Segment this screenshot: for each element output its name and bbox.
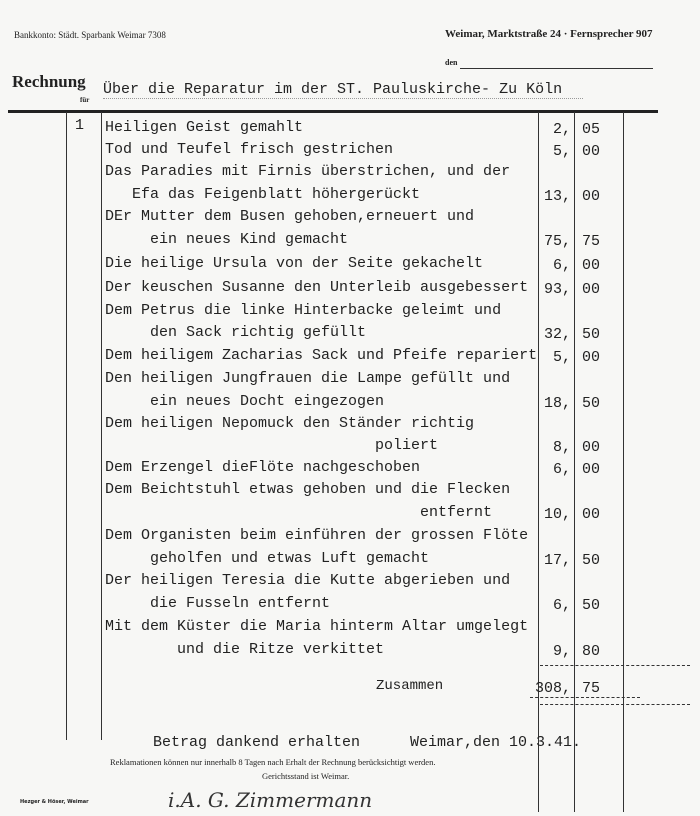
amount-decimal: 75 [582,233,601,250]
line-item-text: und die Ritze verkittet [105,641,385,658]
line-item-text: den Sack richtig gefüllt [105,324,367,341]
line-item-text: geholfen und etwas Luft gemacht [105,550,430,567]
amount-integer: 10, [543,506,571,523]
amount-decimal: 50 [582,326,601,343]
amount-integer: 32, [543,326,571,343]
amount-integer: 6, [552,257,571,274]
line-item-text: Efa das Feigenblatt höhergerückt [105,186,421,203]
for-label: für [80,96,90,104]
amount-decimal: 00 [582,349,601,366]
line-item-text: Das Paradies mit Firnis überstrichen, und der [105,163,511,180]
amount-integer: 5, [552,143,571,160]
line-item-text: poliert [105,437,439,454]
total-decimal: 75 [582,680,601,697]
amount-decimal: 50 [582,552,601,569]
amount-decimal: 00 [582,281,601,298]
line-item-text: ein neues Kind gemacht [105,231,349,248]
amount-integer: 2, [552,121,571,138]
payment-received: Betrag dankend erhalten [153,734,361,751]
line-item-text: Tod und Teufel frisch gestrichen [105,141,394,158]
amount-integer: 17, [543,552,571,569]
amount-integer: 6, [552,461,571,478]
receipt-date: Weimar,den 10.3.41. [410,734,582,751]
amount-decimal: 00 [582,257,601,274]
amount-decimal: 00 [582,506,601,523]
item-number: 1 [75,117,85,134]
line-item-text: Der heiligen Teresia die Kutte abgerieben und [105,572,511,589]
amount-decimal: 00 [582,143,601,160]
line-item-text: Mit dem Küster die Maria hinterm Altar umgelegt [105,618,529,635]
amount-decimal: 00 [582,461,601,478]
line-item-text: entfernt [105,504,493,521]
printer-imprint: Hezger & Höser, Weimar [20,799,89,805]
header-rule [8,110,658,113]
amount-column-rule [538,112,539,812]
line-item-text: Dem heiligem Zacharias Sack und Pfeife repariert [105,347,538,364]
date-line [460,68,653,69]
date-label: den [445,58,458,67]
invoice-subject: Über die Reparatur im der ST. Pauluskirche- Zu Köln [103,81,583,99]
line-item-text: Der keuschen Susanne den Unterleib ausgebessert [105,279,529,296]
business-address: Weimar, Marktstraße 24 · Fernsprecher 907 [445,28,653,40]
invoice-title: Rechnung [12,72,86,91]
line-item-text: Dem Beichtstuhl etwas gehoben und die Flecken [105,481,511,498]
line-item-text: Heiligen Geist gemahlt [105,119,304,136]
amount-decimal: 80 [582,643,601,660]
amount-decimal: 50 [582,395,601,412]
total-rule [530,697,640,698]
amount-integer: 93, [543,281,571,298]
number-column-rule [101,112,102,740]
amount-integer: 8, [552,439,571,456]
subtotal-rule [540,665,690,666]
line-item-text: Dem heiligen Nepomuck den Ständer richtig [105,415,475,432]
amount-integer: 75, [543,233,571,250]
total-label: Zusammen [376,678,444,694]
amount-decimal: 50 [582,597,601,614]
line-item-text: Dem Petrus die linke Hinterbacke geleimt und [105,302,502,319]
line-item-text: Die heilige Ursula von der Seite gekachelt [105,255,484,272]
line-item-text: Dem Erzengel dieFlöte nachgeschoben [105,459,421,476]
total-integer: 308, [534,680,571,697]
decimal-column-rule [574,112,575,812]
amount-integer: 5, [552,349,571,366]
amount-integer: 6, [552,597,571,614]
line-item-text: die Fusseln entfernt [105,595,331,612]
complaints-notice: Reklamationen können nur innerhalb 8 Tagen nach Erhalt der Rechnung berücksichtigt werden. [110,757,436,767]
amount-decimal: 05 [582,121,601,138]
left-column-rule [66,112,67,740]
line-item-text: Dem Organisten beim einführen der grossen Flöte [105,527,529,544]
line-item-text: ein neues Docht eingezogen [105,393,385,410]
line-item-text: DEr Mutter dem Busen gehoben,erneuert und [105,208,475,225]
amount-decimal: 00 [582,188,601,205]
court-notice: Gerichtsstand ist Weimar. [262,771,350,781]
signature: i.A. G. Zimmermann [168,788,373,812]
bank-account: Bankkonto: Städt. Sparbank Weimar 7308 [14,30,166,40]
amount-integer: 13, [543,188,571,205]
line-item-text: Den heiligen Jungfrauen die Lampe gefüllt und [105,370,511,387]
total-double-rule [540,704,690,705]
amount-integer: 18, [543,395,571,412]
right-column-rule [623,112,624,812]
amount-integer: 9, [552,643,571,660]
amount-decimal: 00 [582,439,601,456]
